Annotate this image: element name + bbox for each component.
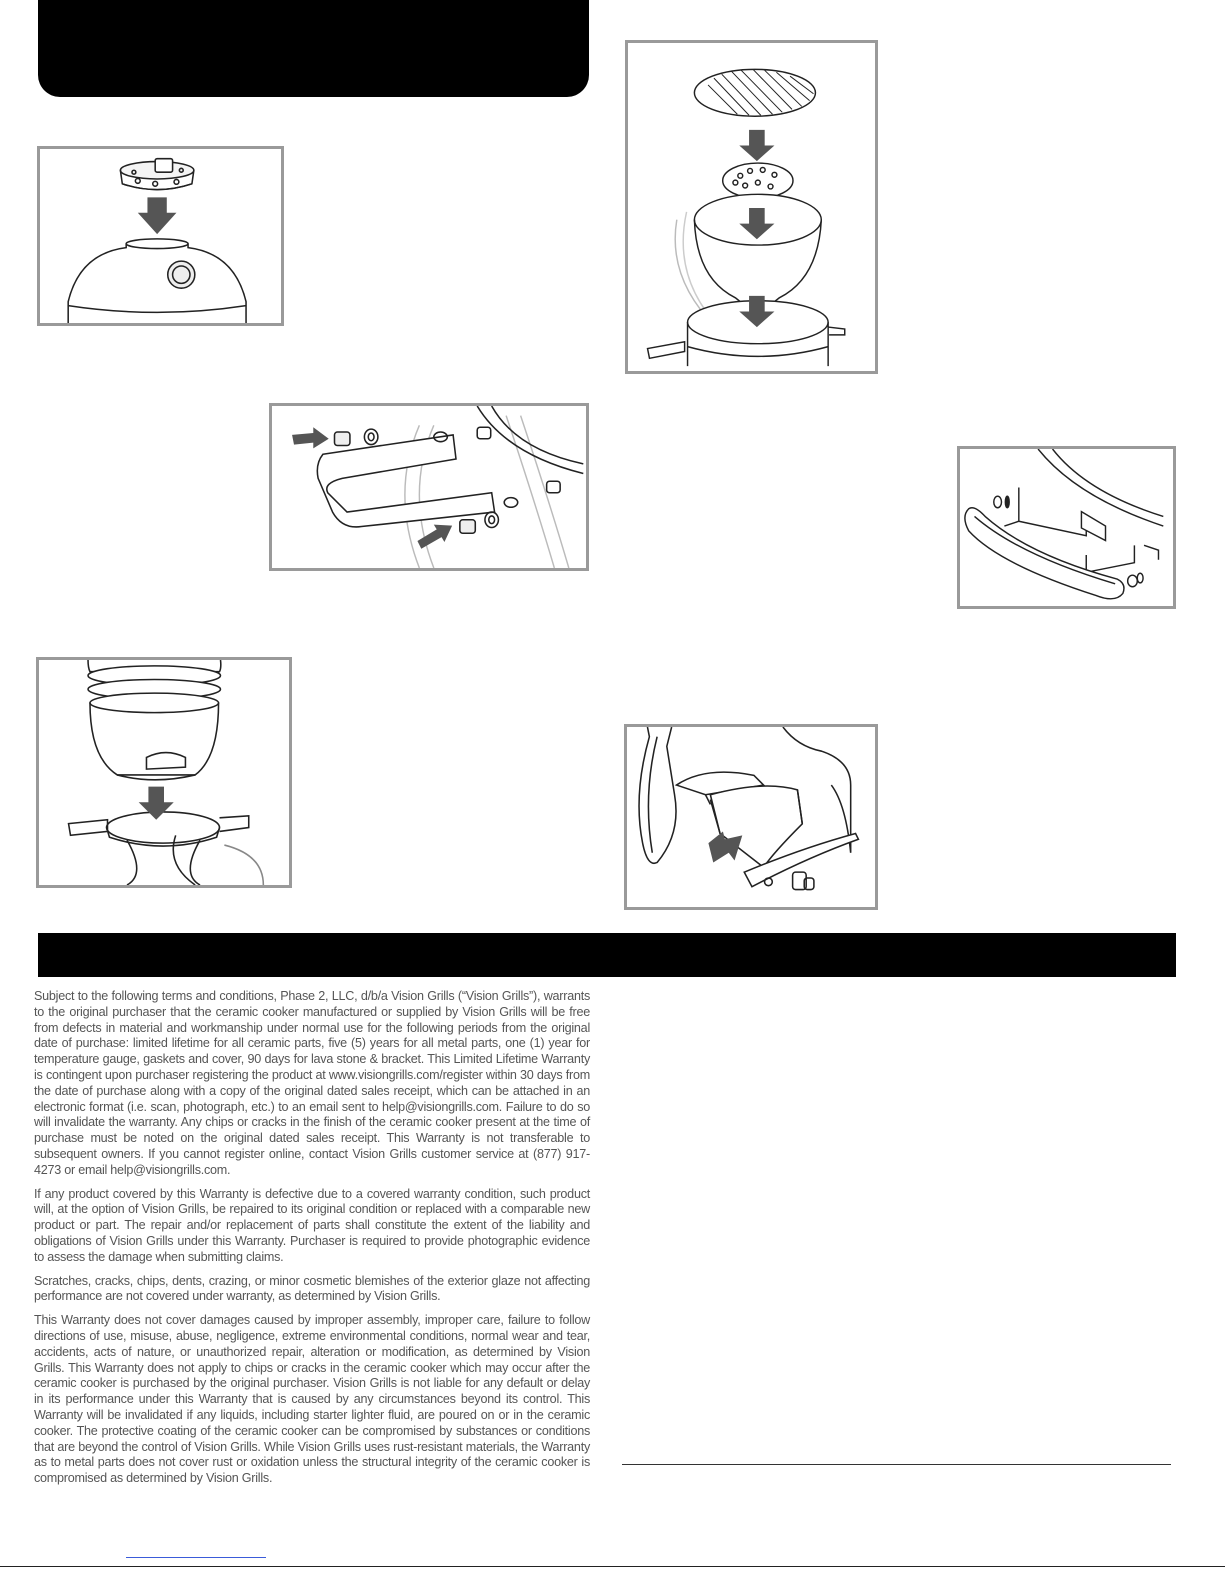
- base-stand-figure: [36, 657, 292, 888]
- side-shelf-attach-figure: [624, 724, 878, 910]
- warranty-section-bar: [38, 933, 1176, 977]
- handle-bolt-assembly-illustration: [272, 406, 586, 568]
- handle-assembly-figure: [269, 403, 589, 571]
- footer-rule: [0, 1566, 1225, 1567]
- warranty-paragraph-2: If any product covered by this Warranty is defective due to a covered warranty condition, such product will, at the option of Vision Grills, be repaired to its original condition or replaced with a comparable new product or part. The repair and/or replacement of parts shall constitute the extent of the liability and obligations of Vision Grills under this Warranty. Purchaser is required to provide photographic evidence to assess the damage when submitting claims.: [34, 1186, 590, 1264]
- cooking-grid-fire-grate-firebox-illustration: [628, 43, 875, 371]
- signature-line: [622, 1464, 1171, 1465]
- top-vent-assembly-illustration: [40, 149, 281, 323]
- top-vent-figure: [37, 146, 284, 326]
- warranty-paragraph-1: Subject to the following terms and conditions, Phase 2, LLC, d/b/a Vision Grills (“Vision Grills”), warrants to the original purchaser that the ceramic cooker manufactured or supplied by Vision Grills will be free from defects in material and workmanship under normal use for the following periods from the original date of purchase: limited lifetime for all ceramic parts, five (5) years for all metal parts, one (1) year for temperature gauge, gaskets and cover, 90 days for lava stone & bracket. This Limited Lifetime Warranty is contingent upon purchaser registering the product at www.visiongrills.com/register within 30 days from the date of purchase along with a copy of the original dated sales receipt, which can be attached in an electronic format (i.e. scan, photograph, etc.) to an email sent to help@visiongrills.com. Failure to do so will invalidate the warranty. Any chips or cracks in the finish of the ceramic cooker present at the time of purchase must be noted on the original dated sales receipt. This Warranty is not transferable to subsequent owners. If you cannot register online, contact Vision Grills customer service at (877) 917-4273 or email help@visiongrills.com.: [34, 989, 590, 1177]
- warranty-paragraph-3: Scratches, cracks, chips, dents, crazing, or minor cosmetic blemishes of the exterior glaze not affecting performance are not covered under warranty, as determined by Vision Grills.: [34, 1273, 590, 1304]
- warranty-paragraph-4: This Warranty does not cover damages caused by improper assembly, improper care, failure to follow directions of use, misuse, abuse, negligence, extreme environmental conditions, normal wear and tear, accidents, acts of nature, or unauthorized repair, alteration or modification, as determined by Vision Grills. This Warranty does not apply to chips or cracks in the ceramic cooker which may occur after the ceramic cooker is purchased by the original purchaser. Vision Grills is not liable for any default or delay in its performance under this Warranty that is caused by any circumstances beyond its control. This Warranty will be invalidated if any liquids, including starter lighter fluid, are poured on or in the ceramic cooker. The protective coating of the ceramic cooker can be compromised by substances or conditions that are beyond the control of Vision Grills. While Vision Grills uses rust-resistant materials, the Warranty as to metal parts does not cover rust or oxidation unless the structural integrity of the ceramic cooker is compromised as determined by Vision Grills.: [34, 1313, 590, 1486]
- side-shelf-bracket-illustration: [960, 449, 1173, 606]
- firebox-assembly-figure: [625, 40, 878, 374]
- side-shelf-bracket-figure: [957, 446, 1176, 609]
- warranty-text: [34, 989, 590, 1495]
- base-into-stand-illustration: [39, 660, 289, 885]
- side-shelf-attach-illustration: [627, 727, 875, 907]
- footer-link-underline[interactable]: [126, 1557, 266, 1558]
- section-header-banner: [38, 0, 589, 97]
